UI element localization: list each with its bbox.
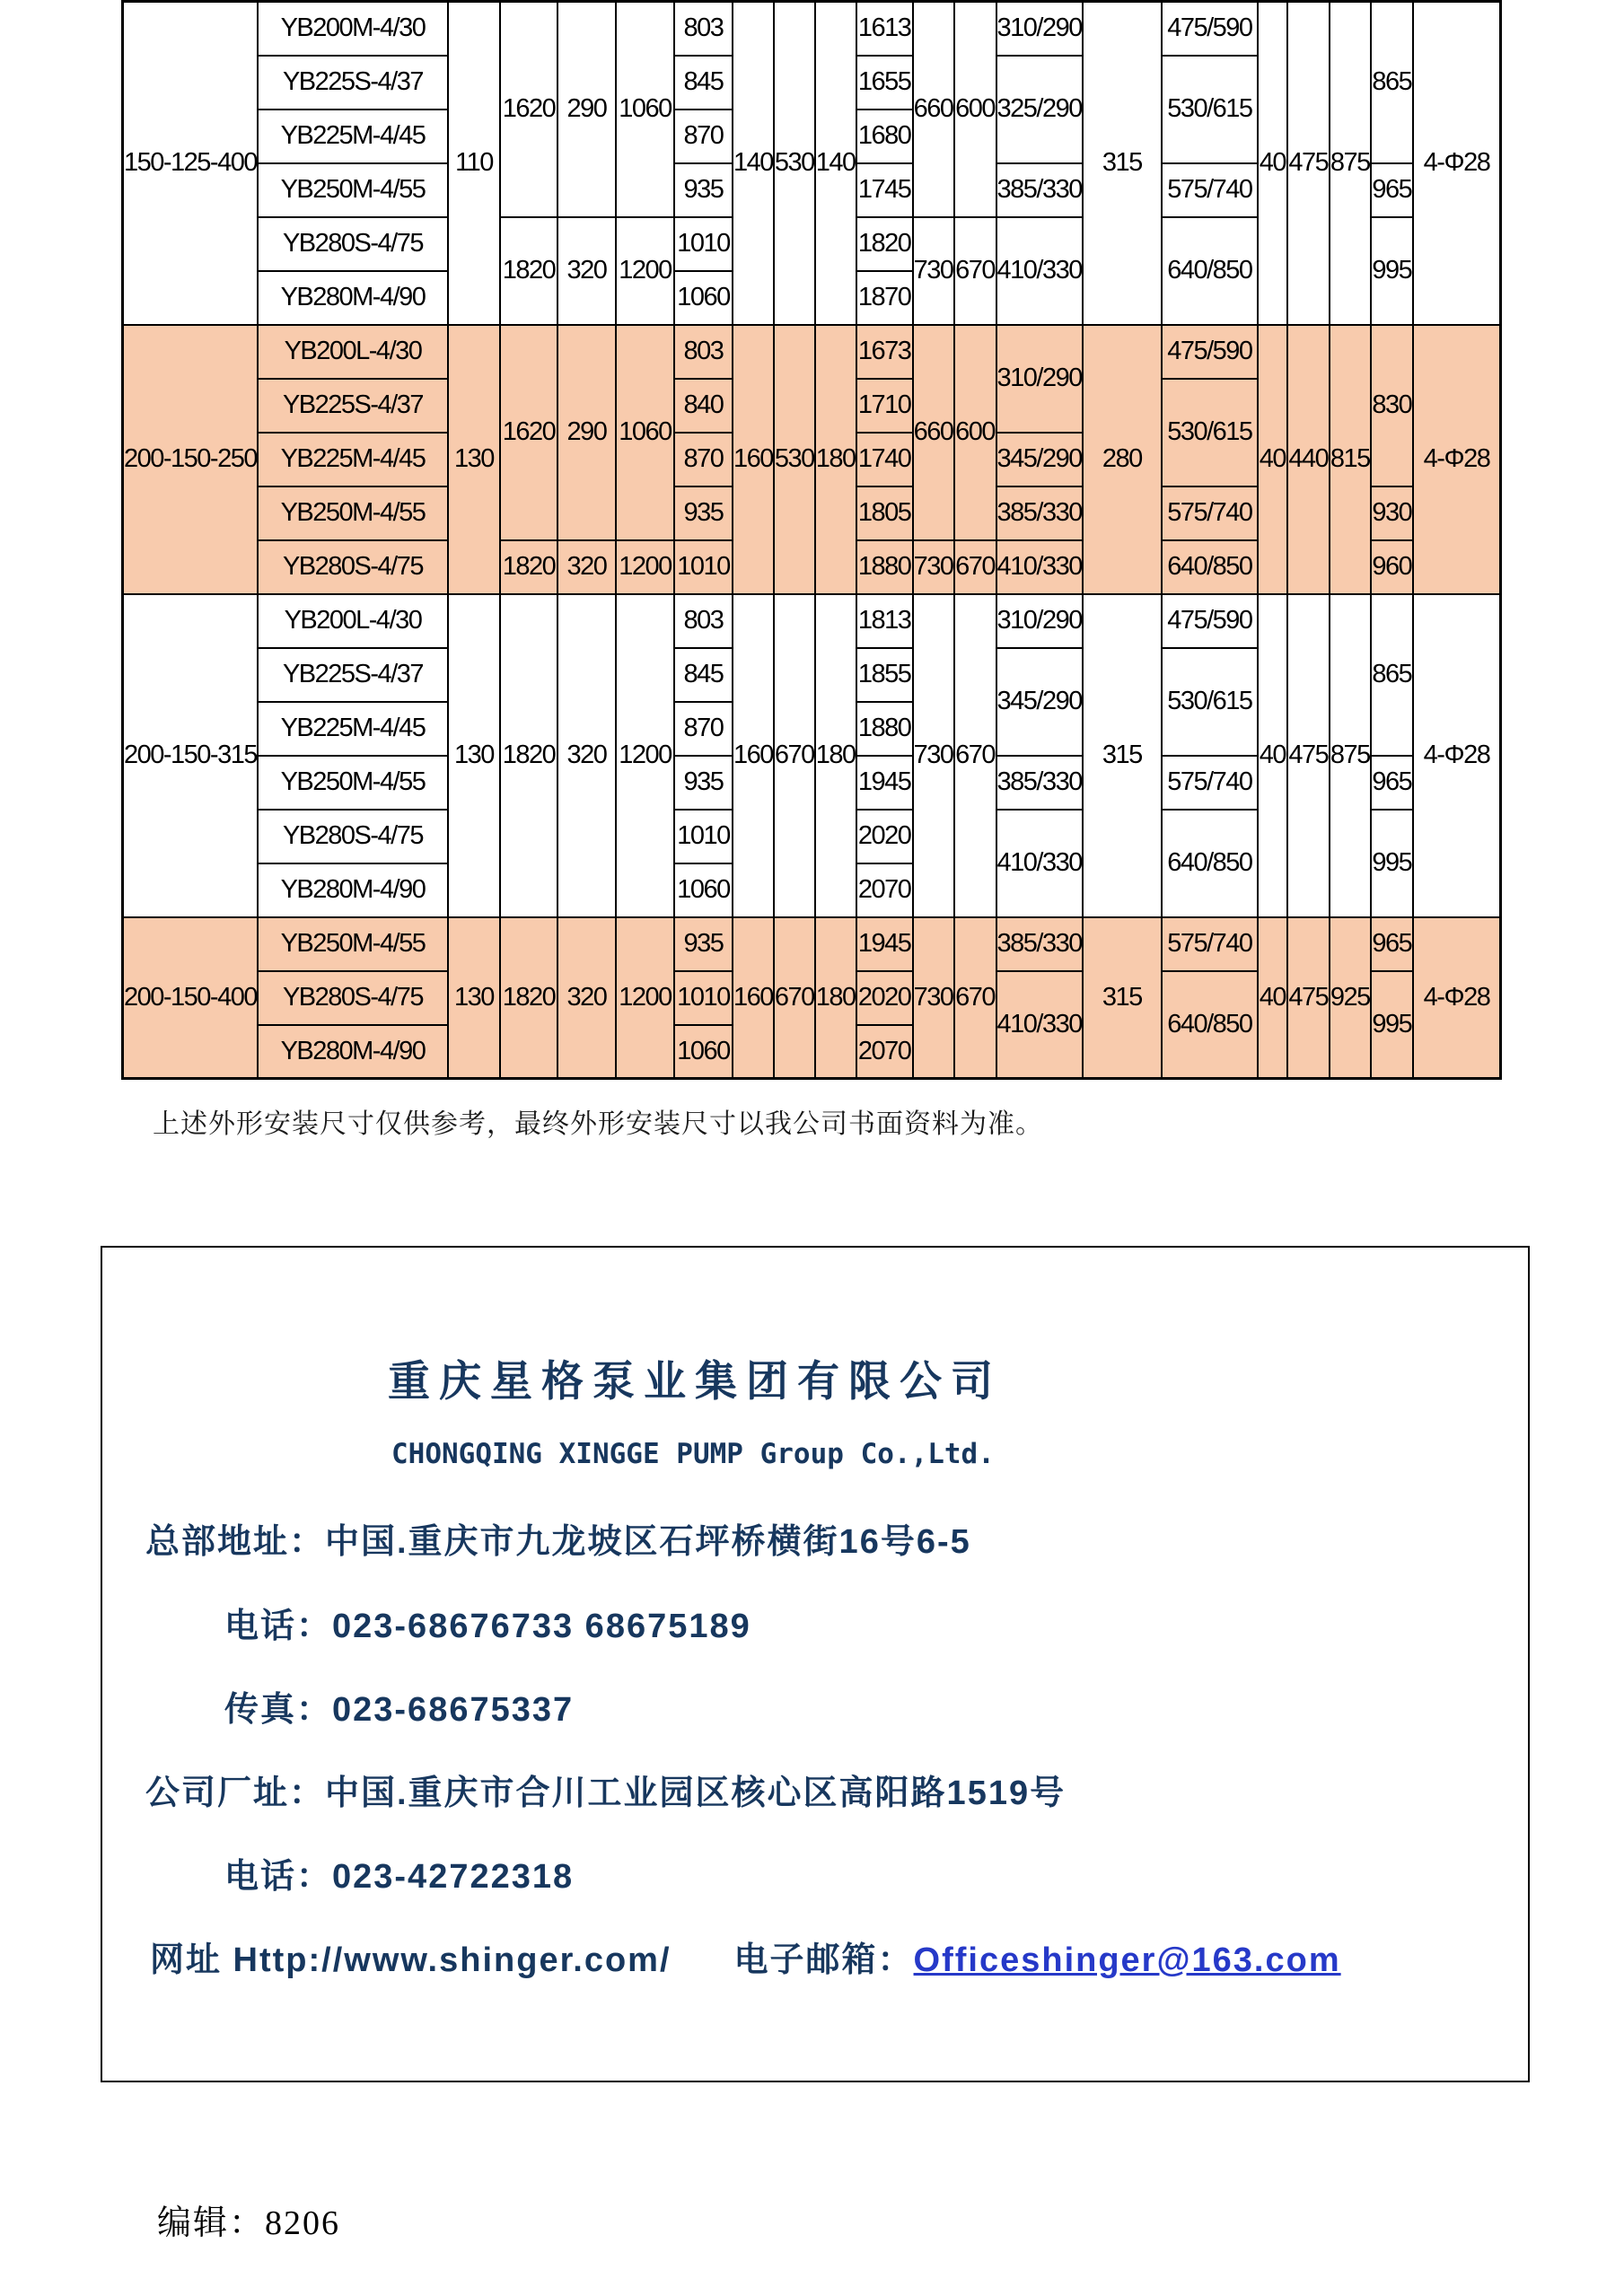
table-cell: 815 — [1330, 325, 1371, 594]
table-cell: 640/850 — [1162, 971, 1258, 1079]
table-cell: 1945 — [856, 917, 913, 971]
table-cell: 865 — [1371, 2, 1413, 163]
table-cell: 925 — [1330, 917, 1371, 1079]
reference-note: 上述外形安装尺寸仅供参考，最终外形安装尺寸以我公司书面资料为准。 — [153, 1109, 1043, 1139]
table-cell: YB280S-4/75 — [258, 971, 448, 1025]
table-cell: 670 — [774, 594, 815, 917]
table-cell: YB225M-4/45 — [258, 702, 448, 756]
table-cell: YB250M-4/55 — [258, 163, 448, 217]
table-cell: 4-Φ28 — [1413, 917, 1501, 1079]
table-cell: 965 — [1371, 917, 1413, 971]
table-cell: 530 — [774, 2, 815, 325]
table-cell: YB225M-4/45 — [258, 433, 448, 486]
table-cell: 870 — [674, 702, 733, 756]
table-cell: 475/590 — [1162, 2, 1258, 56]
table-cell: 803 — [674, 594, 733, 648]
table-cell: 2070 — [856, 863, 913, 917]
table-cell: 1010 — [674, 540, 733, 594]
table-cell: 385/330 — [996, 756, 1083, 810]
table-cell: 1060 — [616, 325, 674, 540]
table-cell: 1655 — [856, 56, 913, 110]
table-cell: 530/615 — [1162, 56, 1258, 163]
table-cell: 935 — [674, 756, 733, 810]
table-cell: YB225S-4/37 — [258, 379, 448, 433]
table-cell: 1613 — [856, 2, 913, 56]
table-cell: 640/850 — [1162, 540, 1258, 594]
table-cell: 1060 — [674, 863, 733, 917]
table-cell: 130 — [448, 325, 500, 594]
table-cell: 1200 — [616, 594, 674, 917]
table-cell: 600 — [954, 325, 996, 540]
table-cell: 530 — [774, 325, 815, 594]
table-cell: 865 — [1371, 594, 1413, 756]
table-cell: 870 — [674, 433, 733, 486]
table-cell: YB225M-4/45 — [258, 110, 448, 163]
table-cell: 1880 — [856, 702, 913, 756]
table-cell: 320 — [557, 917, 616, 1079]
table-cell: 1010 — [674, 971, 733, 1025]
table-cell: 110 — [448, 2, 500, 325]
table-cell: 475/590 — [1162, 325, 1258, 379]
table-cell: 475 — [1287, 917, 1330, 1079]
table-cell: 320 — [557, 540, 616, 594]
table-cell: 410/330 — [996, 540, 1083, 594]
table-row — [123, 325, 1501, 379]
table-cell: 935 — [674, 917, 733, 971]
table-cell: 670 — [954, 540, 996, 594]
web-email-line — [150, 1932, 1341, 1981]
table-cell: 935 — [674, 163, 733, 217]
table-cell: 730 — [913, 540, 954, 594]
table-cell: 130 — [448, 594, 500, 917]
table-cell: 325/290 — [996, 56, 1083, 163]
table-cell: 410/330 — [996, 217, 1083, 325]
table-cell: 475/590 — [1162, 594, 1258, 648]
table-cell: YB200M-4/30 — [258, 2, 448, 56]
table-cell: 575/740 — [1162, 917, 1258, 971]
table-cell: 290 — [557, 325, 616, 540]
table-cell: YB280M-4/90 — [258, 271, 448, 325]
table-cell: 960 — [1371, 540, 1413, 594]
factory-address: 公司厂址：中国.重庆市合川工业园区核心区高阳路1519号 — [145, 1775, 1067, 1812]
table-cell: 40 — [1258, 325, 1287, 594]
table-cell: 830 — [1371, 325, 1413, 486]
table-cell: 310/290 — [996, 325, 1083, 433]
table-cell: 475 — [1287, 594, 1330, 917]
table-cell: 1855 — [856, 648, 913, 702]
pump-dimension-table — [121, 0, 1502, 1080]
table-cell: YB280M-4/90 — [258, 863, 448, 917]
table-cell: 310/290 — [996, 2, 1083, 56]
table-cell: 440 — [1287, 325, 1330, 594]
headquarters-address: 总部地址：中国.重庆市九龙坡区石坪桥横街16号6-5 — [145, 1523, 971, 1561]
table-cell: YB200L-4/30 — [258, 325, 448, 379]
table-cell: 803 — [674, 325, 733, 379]
table-cell: 930 — [1371, 486, 1413, 540]
table-cell: 385/330 — [996, 917, 1083, 971]
table-cell: 410/330 — [996, 971, 1083, 1079]
table-cell: 310/290 — [996, 594, 1083, 648]
website-url: 网址 Http://www.shinger.com/ — [150, 1941, 672, 1979]
table-cell: 640/850 — [1162, 810, 1258, 917]
editor-footer: 编辑：8206 — [157, 2204, 341, 2242]
table-cell: 1060 — [616, 2, 674, 217]
table-cell: 1745 — [856, 163, 913, 217]
table-cell: 1620 — [500, 2, 557, 217]
table-cell: 160 — [733, 917, 774, 1079]
table-cell: 530/615 — [1162, 379, 1258, 486]
table-cell: 670 — [954, 217, 996, 325]
table-cell: 345/290 — [996, 648, 1083, 756]
table-cell: 4-Φ28 — [1413, 2, 1501, 325]
table-cell: 40 — [1258, 2, 1287, 325]
table-cell: 600 — [954, 2, 996, 217]
table-row — [123, 917, 1501, 971]
table-cell: 1060 — [674, 271, 733, 325]
table-cell: 1820 — [500, 917, 557, 1079]
table-cell: 315 — [1083, 594, 1162, 917]
table-cell: 2070 — [856, 1025, 913, 1079]
table-cell: 1010 — [674, 810, 733, 863]
table-cell: 160 — [733, 594, 774, 917]
table-cell: YB250M-4/55 — [258, 756, 448, 810]
table-cell: 200-150-315 — [123, 594, 258, 917]
table-cell: 1820 — [500, 540, 557, 594]
table-cell: YB280M-4/90 — [258, 1025, 448, 1079]
table-cell: 180 — [815, 917, 856, 1079]
table-cell: 1620 — [500, 325, 557, 540]
table-cell: YB280S-4/75 — [258, 540, 448, 594]
table-cell: 1710 — [856, 379, 913, 433]
table-cell: 730 — [913, 594, 954, 917]
table-cell: 575/740 — [1162, 756, 1258, 810]
table-cell: YB250M-4/55 — [258, 917, 448, 971]
table-cell: 530/615 — [1162, 648, 1258, 756]
table-cell: 840 — [674, 379, 733, 433]
table-cell: YB280S-4/75 — [258, 810, 448, 863]
table-cell: 640/850 — [1162, 217, 1258, 325]
table-cell: 1200 — [616, 917, 674, 1079]
table-cell: 965 — [1371, 163, 1413, 217]
table-cell: 935 — [674, 486, 733, 540]
table-cell: 1200 — [616, 217, 674, 325]
table-row — [123, 594, 1501, 648]
table-cell: 670 — [774, 917, 815, 1079]
table-cell: 140 — [815, 2, 856, 325]
table-cell: 130 — [448, 917, 500, 1079]
table-cell: 200-150-250 — [123, 325, 258, 594]
table-cell: 730 — [913, 217, 954, 325]
table-cell: 345/290 — [996, 433, 1083, 486]
table-cell: 1680 — [856, 110, 913, 163]
table-row — [123, 2, 1501, 56]
table-cell: 1060 — [674, 1025, 733, 1079]
table-cell: 670 — [954, 594, 996, 917]
table-cell: 730 — [913, 917, 954, 1079]
table-cell: 150-125-400 — [123, 2, 258, 325]
phone-line-1: 电话：023-68676733 68675189 — [224, 1608, 751, 1645]
table-cell: 2020 — [856, 971, 913, 1025]
table-cell: 40 — [1258, 917, 1287, 1079]
table-cell: 1673 — [856, 325, 913, 379]
table-cell: 280 — [1083, 325, 1162, 594]
table-cell: 475 — [1287, 2, 1330, 325]
email-link[interactable]: Officeshinger@163.com — [913, 1941, 1341, 1979]
table-cell: 995 — [1371, 217, 1413, 325]
table-cell: 320 — [557, 594, 616, 917]
table-cell: 320 — [557, 217, 616, 325]
table-cell: 845 — [674, 648, 733, 702]
table-cell: 1820 — [856, 217, 913, 271]
table-cell: 40 — [1258, 594, 1287, 917]
table-cell: 1870 — [856, 271, 913, 325]
table-cell: 660 — [913, 2, 954, 217]
table-cell: 965 — [1371, 756, 1413, 810]
table-cell: YB225S-4/37 — [258, 56, 448, 110]
table-cell: 875 — [1330, 2, 1371, 325]
table-cell: 660 — [913, 325, 954, 540]
table-cell: 1820 — [500, 594, 557, 917]
table-cell: 2020 — [856, 810, 913, 863]
company-name-cn: 重庆星格泵业集团有限公司 — [388, 1357, 1002, 1405]
table-cell: 575/740 — [1162, 163, 1258, 217]
table-cell: 140 — [733, 2, 774, 325]
table-cell: 995 — [1371, 810, 1413, 917]
table-cell: YB280S-4/75 — [258, 217, 448, 271]
table-cell: 870 — [674, 110, 733, 163]
table-cell: 180 — [815, 325, 856, 594]
table-cell: 1740 — [856, 433, 913, 486]
table-cell: 670 — [954, 917, 996, 1079]
table-cell: 803 — [674, 2, 733, 56]
table-cell: 200-150-400 — [123, 917, 258, 1079]
table-cell: 290 — [557, 2, 616, 217]
fax-line: 传真：023-68675337 — [224, 1691, 575, 1729]
table-cell: 385/330 — [996, 486, 1083, 540]
phone-line-2: 电话：023-42722318 — [224, 1858, 575, 1896]
company-info-box — [101, 1246, 1530, 2082]
email-label: 电子邮箱： — [733, 1941, 914, 1979]
table-cell: 1880 — [856, 540, 913, 594]
table-cell: 315 — [1083, 2, 1162, 325]
table-cell: 1820 — [500, 217, 557, 325]
table-cell: 995 — [1371, 971, 1413, 1079]
table-cell: 575/740 — [1162, 486, 1258, 540]
table-cell: 1200 — [616, 540, 674, 594]
table-cell: YB200L-4/30 — [258, 594, 448, 648]
table-cell: 410/330 — [996, 810, 1083, 917]
table-cell: 315 — [1083, 917, 1162, 1079]
table-cell: 1945 — [856, 756, 913, 810]
table-cell: 4-Φ28 — [1413, 325, 1501, 594]
table-cell: 1805 — [856, 486, 913, 540]
table-cell: 1813 — [856, 594, 913, 648]
company-name-en: CHONGQING XINGGE PUMP Group Co.,Ltd. — [391, 1438, 995, 1470]
table-cell: 160 — [733, 325, 774, 594]
table-cell: 180 — [815, 594, 856, 917]
dimension-table-body — [123, 2, 1501, 1079]
table-cell: 845 — [674, 56, 733, 110]
table-cell: 385/330 — [996, 163, 1083, 217]
table-cell: 875 — [1330, 594, 1371, 917]
table-cell: YB250M-4/55 — [258, 486, 448, 540]
table-cell: YB225S-4/37 — [258, 648, 448, 702]
table-cell: 1010 — [674, 217, 733, 271]
table-cell: 4-Φ28 — [1413, 594, 1501, 917]
